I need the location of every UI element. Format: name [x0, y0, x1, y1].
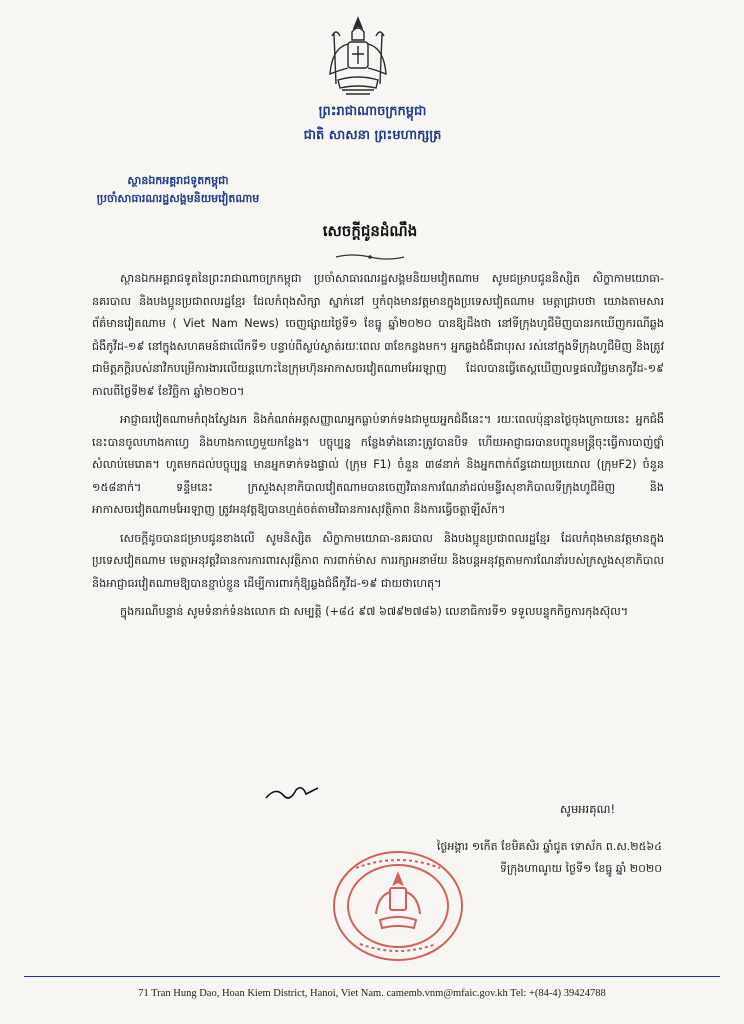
paragraph-4: ក្នុងករណីបន្ទាន់ សូមទំនាក់ទំនងលោក ជា សម្បត្តិ (+៨៤ ៩៧ ៦៧៩២៧៨៦) លេខាធិការទី១ ទទួលបន្ទុកកិច្ចការកុងស៊ុល។ — [120, 605, 629, 618]
notice-body — [92, 268, 664, 624]
paragraph-1: ស្ថានឯកអគ្គរាជទូតនៃព្រះរាជាណាចក្រកម្ពុជា ប្រចាំសាធារណរដ្ឋសង្គមនិយមវៀតណាម សូមជម្រាបជូននិស្សិត សិក្ខាកាមយោធា-នគរបាល និងបងប្អូនប្រជាពលរដ្ឋខ្មែរ ដែលកំពុងសិក្សា ស្នាក់នៅ ឬកំពុងមានវត្តមានក្នុងប្រទេសវៀតណាម មេត្តាជ្រាបថា យោងតាមសារព័ត៌មានវៀតណាម ( Viet Nam News) ចេញផ្សាយថ្ងៃទី១ ខែធ្នូ ឆ្នាំ២០២០ បានឱ្យដឹងថា នៅទីក្រុងហូជីមិញបានរកឃើញករណីឆ្លងជំងឺកូវីដ-១៩ នៅក្នុងសហគមន៍ជាលើកទី១ បន្ទាប់ពីស្ងប់ស្ងាត់រយៈពេល ៣ខែកន្លងមក។ អ្នកឆ្លងជំងឺជាបុរស រស់នៅក្នុងទីក្រុងហូជីមិញ និងត្រូវជាមិត្តភក្តិរបស់នាវិកបម្រើការងារលើយន្តហោះនៃក្រុមហ៊ុនអាកាសចរវៀតណាមអែរឡាញ ដែលបានធ្វើតេស្តឃើញលទ្ធផលវិជ្ជមានកូវីដ-១៩ កាលពីថ្ងៃទី២៩ ខែវិច្ឆិកា ឆ្នាំ២០២០។ — [92, 272, 664, 398]
kingdom-name: ព្រះរាជាណាចក្រកម្ពុជា — [318, 104, 427, 119]
embassy-name: ស្ថានឯកអគ្គរាជទូតកម្ពុជា — [127, 174, 229, 187]
embassy-heading — [48, 172, 308, 208]
date-block — [342, 836, 662, 880]
footer-divider — [24, 976, 720, 977]
kingdom-motto — [270, 100, 475, 148]
paragraph-3: សេចក្តីដូចបានជម្រាបជូនខាងលើ សូមនិស្សិត សិក្ខាកាមយោធា-នគរបាល និងបងប្អូនប្រជាពលរដ្ឋខ្មែរ ដែលកំពុងមានវត្តមានក្នុងប្រទេសវៀតណាម មេត្តាអនុវត្តវិធានការការពារសុវត្ថិភាព ការពាក់ម៉ាស ការរក្សាអនាម័យ និងបន្តអនុវត្តតាមការណែនាំរបស់ក្រសួងសុខាភិបាល និងអាជ្ញាធរវៀតណាមឱ្យបានខ្ជាប់ខ្ជួន ដើម្បីការពារកុំឱ្យឆ្លងជំងឺកូវីដ-១៩ ជាយថាហេតុ។ — [92, 531, 664, 590]
lunar-date: ថ្ងៃអង្គារ ១កើត ខែមិគសិរ ឆ្នាំជូត ទោស័ក ព.ស.២៥៦៤ — [436, 840, 662, 853]
title-ornament-icon — [334, 252, 406, 262]
national-motto: ជាតិ សាសនា ព្រះមហាក្សត្រ — [303, 128, 442, 143]
footer-contact: 71 Tran Hung Dao, Hoan Kiem District, Hanoi, Viet Nam. camemb.vnm@mfaic.gov.kh Tel: +(84-4) 39424788 — [138, 988, 606, 999]
document-title: សេចក្តីជូនដំណឹង — [322, 222, 418, 240]
signature-icon — [262, 782, 322, 804]
embassy-country: ប្រចាំសាធារណរដ្ឋសង្គមនិយមវៀតណាម — [96, 192, 260, 205]
thanks-line: សូមអរគុណ! — [560, 802, 616, 816]
royal-coat-of-arms-icon — [318, 14, 398, 100]
place-date: ទីក្រុងហាណូយ ថ្ងៃទី១ ខែធ្នូ ឆ្នាំ ២០២០ — [499, 862, 662, 875]
paragraph-2: អាជ្ញាធរវៀតណាមកំពុងស្វែងរក និងកំណត់អត្តសញ្ញាណអ្នកធ្លាប់ទាក់ទងជាមួយអ្នកជំងឺនេះ។ រយៈពេលប៉ុន្មានថ្ងៃចុងក្រោយនេះ អ្នកជំងឺនេះបានចូលហាងកាហ្វេ និងហាងកាហ្វេមួយកន្លែង។ បច្ចុប្បន្ន កន្លែងទាំងនោះត្រូវបានបិទ ហើយអាជ្ញាធរបានបញ្ជូនមន្ត្រីចុះធ្វើការបាញ់ថ្នាំសំលាប់មេរោគ។ ហូតមកដល់បច្ចុប្បន្ន មានអ្នកទាក់ទងផ្ទាល់ (ក្រុម F1) ចំនួន ៣៨នាក់ និងអ្នកពាក់ព័ន្ធដោយប្រយោល (ក្រុមF2) ចំនួន ១៥៨នាក់។ ទន្ទឹមនេះ ក្រសួងសុខាភិបាលវៀតណាមបានចេញវិធានការណែនាំដល់មន្ទីរសុខាភិបាលទីក្រុងហូជីមិញ និងអាកាសចរវៀតណាមអែរឡាញ ត្រូវអនុវត្តឱ្យបានហ្មត់ចត់តាមវិធានការសុវត្ថិភាព និងការធ្វើចត្តាឡីស័ក។ — [92, 413, 664, 516]
